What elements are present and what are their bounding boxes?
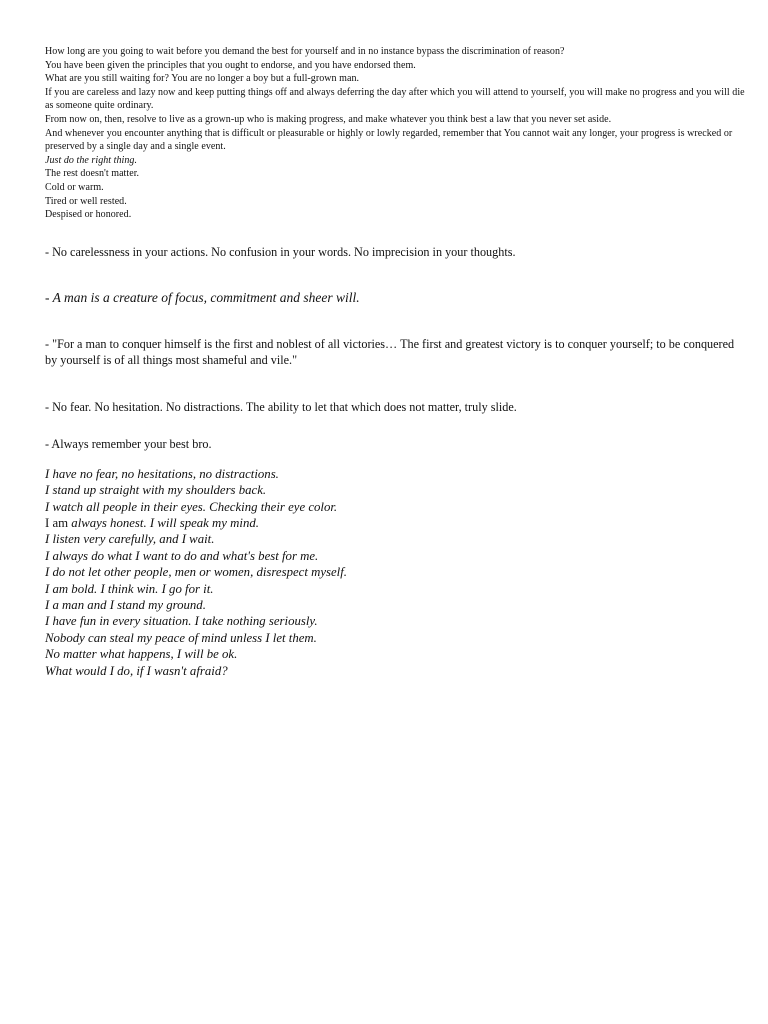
- affirmation-line: I a man and I stand my ground.: [45, 597, 206, 612]
- intro-line: Despised or honored.: [45, 209, 132, 221]
- affirmation-line: I have no fear, no hesitations, no distractions.: [45, 466, 279, 481]
- quote-conquer-himself: - "For a man to conquer himself is the first and noblest of all victories… The first and greatest victory is to conquer yourself; to be conquered by yourself is of all things most shameful and vile.": [45, 336, 735, 368]
- quotes-section: [45, 244, 745, 453]
- intro-line: What are you still waiting for? You are no longer a boy but a full-grown man.: [45, 73, 360, 85]
- affirmation-line: No matter what happens, I will be ok.: [45, 647, 238, 662]
- affirmation-prefix: I am: [45, 515, 72, 530]
- affirmation-line: I do not let other people, men or women, disrespect myself.: [45, 565, 347, 580]
- quote-best-bro: - Always remember your best bro.: [45, 437, 212, 452]
- quote-focus: - A man is a creature of focus, commitment and sheer will.: [45, 290, 360, 306]
- quote-no-fear: - No fear. No hesitation. No distractions. The ability to let that which does not matter, truly slide.: [45, 399, 517, 414]
- intro-section: [45, 45, 745, 222]
- affirmation-line: Nobody can steal my peace of mind unless I let them.: [45, 630, 317, 645]
- affirmation-line: I stand up straight with my shoulders back.: [45, 483, 267, 498]
- affirmation-line: I am bold. I think win. I go for it.: [45, 581, 214, 596]
- intro-line: You have been given the principles that you ought to endorse, and you have endorsed them.: [45, 59, 416, 71]
- affirmation-line-mixed: [45, 515, 745, 531]
- intro-line-italic: Just do the right thing.: [45, 154, 138, 166]
- affirmation-rest: always honest. I will speak my mind.: [71, 515, 259, 530]
- intro-line: Cold or warm.: [45, 181, 104, 193]
- affirmation-line: What would I do, if I wasn't afraid?: [45, 663, 228, 678]
- intro-line: From now on, then, resolve to live as a grown-up who is making progress, and make whatever you think best a law that you never set aside.: [45, 113, 612, 125]
- affirmation-line: I have fun in every situation. I take nothing seriously.: [45, 614, 318, 629]
- affirmation-line: I listen very carefully, and I wait.: [45, 532, 215, 547]
- quote-carelessness: - No carelessness in your actions. No confusion in your words. No imprecision in your thoughts.: [45, 244, 516, 259]
- intro-line: How long are you going to wait before you demand the best for yourself and in no instance bypass the discrimination of reason?: [45, 46, 565, 57]
- intro-line: The rest doesn't matter.: [45, 168, 140, 180]
- intro-line: And whenever you encounter anything that is difficult or pleasurable or highly or lowly regarded, remember that You cannot wait any longer, your progress is wrecked or preserved by a single day and a single event.: [45, 127, 733, 153]
- document-page: [45, 45, 745, 679]
- intro-line: Tired or well rested.: [45, 195, 127, 207]
- affirmations-section: [45, 466, 745, 679]
- affirmation-line: I watch all people in their eyes. Checking their eye color.: [45, 499, 338, 514]
- affirmation-line: I always do what I want to do and what's best for me.: [45, 548, 319, 563]
- intro-line: If you are careless and lazy now and keep putting things off and always deferring the day after which you will attend to yourself, you will make no progress and you will die as someone quite ordinary.: [45, 86, 745, 112]
